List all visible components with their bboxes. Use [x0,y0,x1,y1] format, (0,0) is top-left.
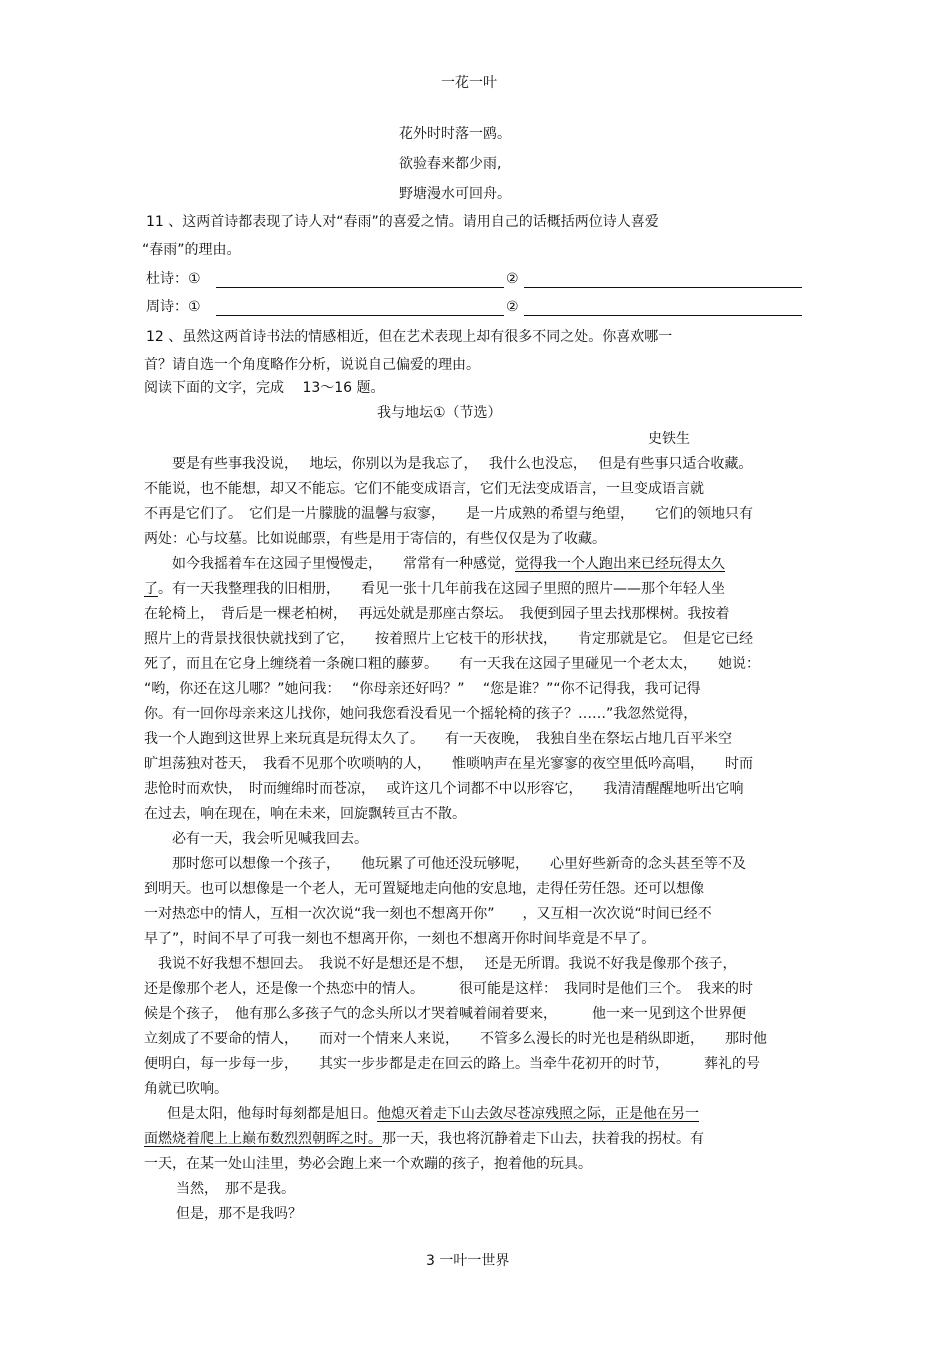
paragraph-line: 不能说，也不能想，却又不能忘。它们不能变成语言，它们无法变成语言，一旦变成语言就 [144,481,704,497]
paragraph-text: 如今我摇着车在这园子里慢慢走， 常常有一种感觉， [172,556,515,572]
paragraph-line: 便明白，每一步每一步， 其实一步步都是走在回云的路上。当牵牛花初开的时节， 葬礼的号 [144,1056,760,1072]
answer-blank-du-1[interactable] [216,287,504,288]
poem-line: 花外时时落一鸥。 [399,126,511,142]
paragraph-line [144,580,725,598]
page-footer: 3 一叶一世界 [426,1253,510,1269]
paragraph-line [144,1130,704,1148]
poem-line: 野塘漫水可回舟。 [399,186,511,202]
article-title: 我与地坛①（节选） [377,405,502,421]
paragraph-line: 一对热恋中的情人，互相一次次说“我一刻也不想离开你” ，又互相一次次说“时间已经不 [144,906,712,922]
paragraph-line: “哟，你还在这儿哪？”她问我： “你母亲还好吗？” “您是谁？”“你不记得我，我可记得 [144,681,701,697]
paragraph-line [172,555,725,573]
paragraph-line: 你。有一回你母亲来这儿找你，她问我您看没看见一个摇轮椅的孩子？……”我忽然觉得， [144,706,698,722]
underlined-sentence: 面燃烧着爬上上巅布数烈烈朝晖之时。 [144,1131,382,1147]
paragraph-line: 一天，在某一处山洼里，势必会跑上来一个欢蹦的孩子，抱着他的玩具。 [144,1156,592,1172]
paragraph-line: 在过去，响在现在，响在未来，回旋飘转亘古不散。 [144,806,466,822]
paragraph-line: 角就已吹响。 [144,1081,228,1097]
paragraph-line: 必有一天，我会听见喊我回去。 [172,831,368,847]
running-title: 一花一叶 [441,75,497,91]
answer-blank-zhou-1[interactable] [216,315,504,316]
reading-instruction: 阅读下面的文字，完成 13～16 题。 [144,380,385,396]
question-11-text: “春雨”的理由。 [142,242,241,258]
underlined-sentence: 他熄灭着走下山去敛尽苍凉残照之际，正是他在另一 [377,1106,699,1122]
paragraph-line: 不再是它们了。 它们是一片朦胧的温馨与寂寥， 是一片成熟的希望与绝望， 它们的领地只有 [144,506,753,522]
paragraph-line: 照片上的背景找很快就找到了它， 按着照片上它枝干的形状找， 肯定那就是它。 但是它已经 [144,631,753,647]
paragraph-line: 还是像那个老人，还是像一个热恋中的情人。 很可能是这样： 我同时是他们三个。 我来的时 [144,981,753,997]
poem-line: 欲验春来都少雨, [399,156,502,172]
paragraph-line: 旷坦荡独对苍天， 我看不见那个吹唢呐的人， 惟唢呐声在星光寥寥的夜空里低吟高唱， 时而 [144,756,753,772]
paragraph-text: 。有一天我整理我的旧相册， 看见一张十几年前我在这园子里照的照片——那个年轻人坐 [158,581,725,597]
article-author: 史铁生 [648,431,690,447]
paragraph-text: 那一天，我也将沉静着走下山去，扶着我的拐杖。有 [382,1131,704,1147]
paragraph-line: 到明天。也可以想像是一个老人，无可置疑地走向他的安息地，走得任劳任怨。还可以想像 [144,881,704,897]
paragraph-line: 候是个孩子， 他有那么多孩子气的念头所以才哭着喊着闹着要来， 他一来一见到这个世界便 [144,1006,746,1022]
paragraph-line: 悲怆时而欢快， 时而缠绵时而苍凉， 或许这几个词都不中以形容它， 我清清醒醒地听出它响 [144,781,744,797]
question-12-text: 首？请自选一个角度略作分析，说说自己偏爱的理由。 [144,357,480,373]
zhou-poem-label: 周诗：① [146,299,201,315]
paragraph-line: 两处：心与坟墓。比如说邮票，有些是用于寄信的，有些仅仅是为了收藏。 [144,531,606,547]
paragraph-text: 但是太阳，他每时每刻都是旭日。 [167,1106,377,1122]
paragraph-line: 死了，而且在它身上缠绕着一条碗口粗的藤萝。 有一天我在这园子里碰见一个老太太， 她说： [144,656,760,672]
du-poem-label: 杜诗：① [146,271,201,287]
zhou-poem-mark-2: ② [506,299,519,315]
underlined-sentence: 觉得我一个人跑出来已经玩得太久 [515,556,725,572]
question-11-text: 11 、这两首诗都表现了诗人对“春雨”的喜爱之情。请用自己的话概括两位诗人喜爱 [146,214,659,230]
paragraph-line: 当然， 那不是我。 [176,1181,295,1197]
paragraph-line: 立刻成了不要命的情人， 而对一个情来人来说， 不管多么漫长的时光也是稍纵即逝， 那时他 [144,1031,767,1047]
paragraph-line: 早了”，时间不早了可我一刻也不想离开你，一刻也不想离开你时间毕竟是不早了。 [144,931,656,947]
paragraph-line: 要是有些事我没说， 地坛，你别以为是我忘了， 我什么也没忘， 但是有些事只适合收藏。 [172,456,753,472]
question-12-text: 12 、虽然这两首诗书法的情感相近，但在艺术表现上却有很多不同之处。你喜欢哪一 [146,329,673,345]
answer-blank-du-2[interactable] [524,287,802,288]
paragraph-line: 我说不好我想不想回去。 我说不好是想还是不想， 还是无所谓。我说不好我是像那个孩子， [158,956,737,972]
underlined-sentence: 了 [144,581,158,597]
du-poem-mark-2: ② [506,271,519,287]
paragraph-line: 但是，那不是我吗？ [176,1206,302,1222]
paragraph-line: 我一个人跑到这世界上来玩真是玩得太久了。 有一天夜晚， 我独自坐在祭坛占地几百平米空 [144,731,732,747]
paragraph-line [167,1105,699,1123]
paragraph-line: 在轮椅上， 背后是一棵老柏树， 再远处就是那座古祭坛。 我便到园子里去找那棵树。我按着 [144,606,730,622]
paragraph-line: 那时您可以想像一个孩子， 他玩累了可他还没玩够呢， 心里好些新奇的念头甚至等不及 [172,856,746,872]
answer-blank-zhou-2[interactable] [524,315,802,316]
